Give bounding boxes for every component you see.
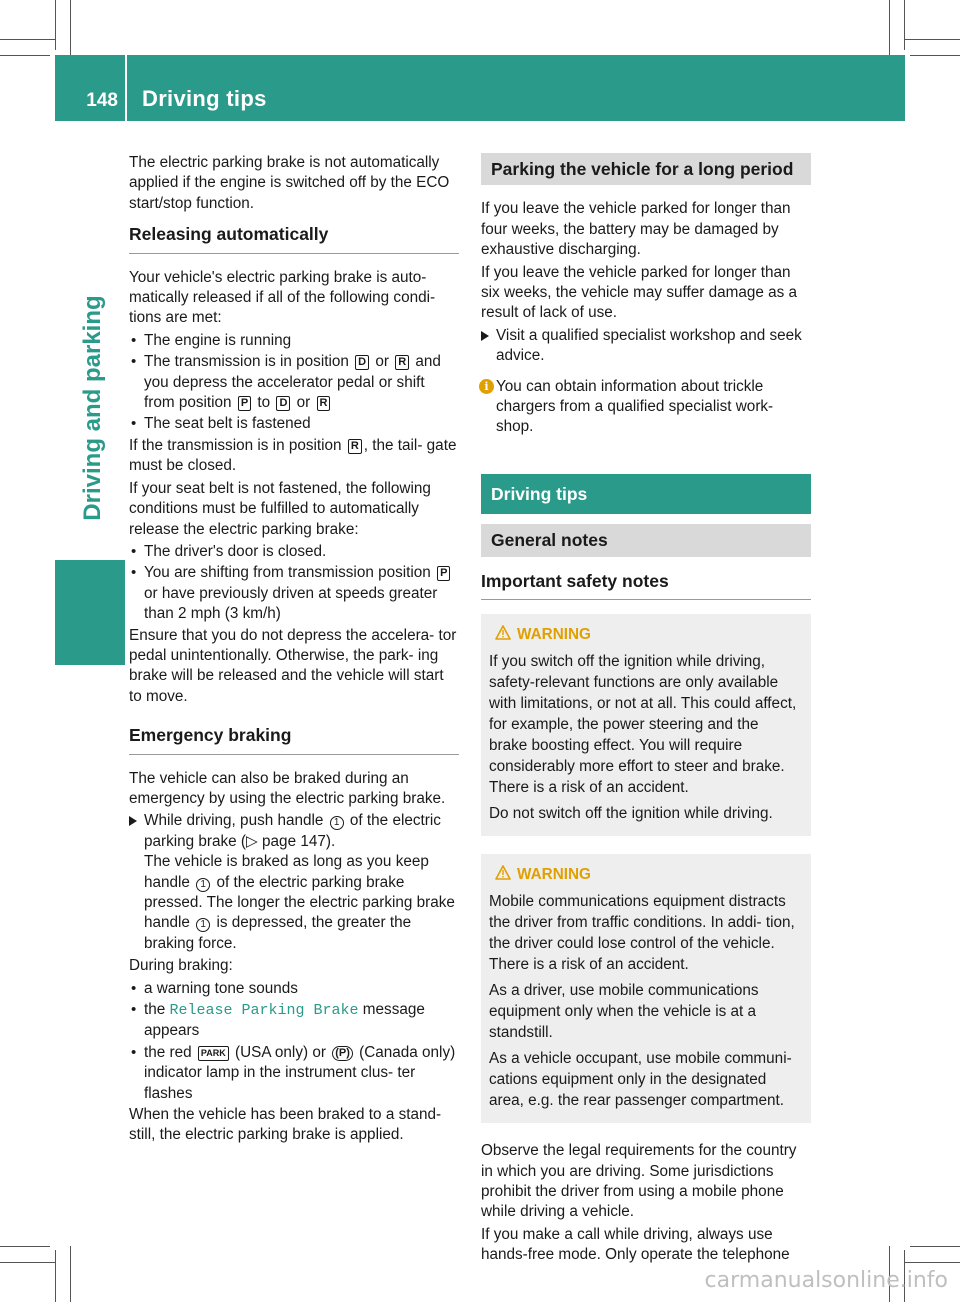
gear-r-icon: R — [348, 439, 362, 454]
crop-mark — [0, 1246, 50, 1247]
handsfree-paragraph: If you make a call while driving, always use hands-free mode. Only operate the telephone — [481, 1225, 790, 1264]
tailgate-paragraph: If the transmission is in position R , the tail- gate must be closed. — [129, 436, 457, 475]
list-item: • The engine is running — [129, 331, 459, 351]
crop-mark — [0, 55, 50, 56]
legal-paragraph: Observe the legal requirements for the country in which you are driving. Some jurisdictions prohibit the driver from using a mobile phone while driving a vehicle. — [481, 1142, 797, 1221]
final-paragraph: When the vehicle has been braked to a stand- still, the electric parking brake is applied. — [129, 1106, 442, 1144]
long-period-heading: Parking the vehicle for a long period — [481, 153, 811, 185]
canada-park-lamp-icon: (P) — [332, 1046, 353, 1061]
releasing-conditions — [129, 331, 459, 435]
handle-1-icon: 1 — [330, 816, 344, 830]
handle-1-icon: 1 — [196, 918, 210, 932]
long-period-p2: If you leave the vehicle parked for longer than six weeks, the vehicle may suffer damage as a result of lack of use. — [481, 263, 798, 322]
crop-mark — [905, 1262, 960, 1263]
long-period-p1: If you leave the vehicle parked for longer than four weeks, the battery may be damaged by exhaustive discharging. — [481, 200, 791, 259]
releasing-heading: Releasing automatically — [129, 224, 459, 253]
caution-paragraph: Ensure that you do not depress the accelera- tor pedal unintentionally. Otherwise, the park- ing brake will be released and the vehicle will start to move. — [129, 626, 457, 705]
list-item: • the Release Parking Brake message appears — [129, 1000, 459, 1042]
driving-tips-band: Driving tips — [481, 474, 811, 514]
warning-box-ignition: WARNING If you switch off the ignition while driving, safety-relevant functions are only available with limitations, or not at all. This could affect, for example, the power steering and the brake boosting effect. You will require considerably more effort to steer and brake. There is a risk of an accident. Do not switch off the ignition while driving. — [481, 614, 811, 836]
gear-p-icon: P — [437, 566, 450, 581]
step-arrow-icon — [481, 331, 489, 341]
gear-d-icon: D — [355, 355, 369, 370]
gear-r-icon: R — [317, 396, 331, 411]
safety-heading: Important safety notes — [481, 571, 811, 600]
emergency-intro: The vehicle can also be braked during an emergency by using the electric parking brake. — [129, 769, 446, 807]
list-item: • You are shifting from transmission position P or have previously driven at speeds greater than 2 mph (3 km/h) — [129, 563, 459, 624]
crop-mark — [55, 0, 56, 50]
list-item: • The transmission is in position D or R and you depress the accelerator pedal or shift from position P to D or R — [129, 352, 459, 413]
header-divider — [125, 55, 127, 121]
crop-mark — [889, 0, 890, 55]
right-column — [481, 153, 811, 1268]
side-thumb-tab — [55, 560, 125, 665]
emergency-step: While driving, push handle 1 of the electric parking brake (▷ page 147). The vehicle is braked as long as you keep handle 1 of the electric parking brake pressed. The longer the electric parking brake handle 1 is depressed, the greater the braking force. — [129, 811, 459, 954]
info-icon: i — [479, 379, 494, 394]
page-reference-link[interactable]: page 147). — [262, 832, 336, 850]
intro-paragraph: The electric parking brake is not automatically applied if the engine is switched off by the ECO start/stop function. — [129, 154, 450, 212]
handle-1-icon: 1 — [196, 878, 210, 892]
workshop-step: Visit a qualified specialist workshop and seek advice. — [481, 326, 811, 367]
crop-mark — [70, 1246, 71, 1302]
info-note: i You can obtain information about trickle chargers from a qualified specialist work- shop. — [481, 377, 811, 438]
gear-p-icon: P — [238, 396, 251, 411]
list-item: • the red PARK (USA only) or (P) (Canada only) indicator lamp in the instrument clus- ter flashes — [129, 1043, 459, 1104]
crop-mark — [910, 1246, 960, 1247]
crop-mark — [0, 1262, 55, 1263]
gear-r-icon: R — [395, 355, 409, 370]
emergency-heading: Emergency braking — [129, 725, 459, 754]
page-number: 148 — [86, 90, 118, 111]
warning-triangle-icon — [495, 865, 511, 880]
crop-mark — [910, 55, 960, 56]
list-item: • The seat belt is fastened — [129, 414, 459, 434]
general-notes-band: General notes — [481, 524, 811, 556]
warning-title: WARNING — [489, 624, 799, 645]
list-item: • The driver's door is closed. — [129, 542, 459, 562]
crop-mark — [904, 0, 905, 50]
step-arrow-icon — [129, 816, 137, 826]
left-column — [129, 153, 459, 1148]
crop-mark — [0, 39, 55, 40]
side-chapter-text: Driving and parking — [79, 295, 106, 521]
page-ref-arrow-icon: ▷ — [246, 832, 258, 850]
braking-effects — [129, 979, 459, 1104]
warning-triangle-icon — [495, 625, 511, 640]
park-lamp-icon: PARK — [198, 1046, 229, 1061]
warning-box-mobile: WARNING Mobile communications equipment distracts the driver from traffic conditions. In addi- tion, the driver could lose control of the vehicle. There is a risk of an accident. As a driver, use mobile communications equipment only when the vehicle is at a standstill. As a vehicle occupant, use mobile communi- cations equipment only in the designated area, e.g. the rear passenger compartment. — [481, 854, 811, 1123]
list-item: • a warning tone sounds — [129, 979, 459, 999]
gear-d-icon: D — [276, 396, 290, 411]
seatbelt-paragraph: If your seat belt is not fastened, the following conditions must be fulfilled to automatically release the electric parking brake: — [129, 479, 431, 538]
side-chapter-label — [63, 278, 123, 538]
crop-mark — [55, 1250, 56, 1302]
crop-mark — [70, 0, 71, 55]
crop-mark — [905, 39, 960, 40]
during-braking-label: During braking: — [129, 957, 233, 975]
seatbelt-conditions — [129, 542, 459, 625]
display-message: Release Parking Brake — [169, 1002, 359, 1020]
warning-title: WARNING — [489, 864, 799, 885]
chapter-title: Driving tips — [142, 86, 267, 111]
footer-watermark: carmanualsonline.info — [704, 1268, 948, 1293]
releasing-intro: Your vehicle's electric parking brake is auto- matically released if all of the following condi- tions are met: — [129, 268, 436, 327]
